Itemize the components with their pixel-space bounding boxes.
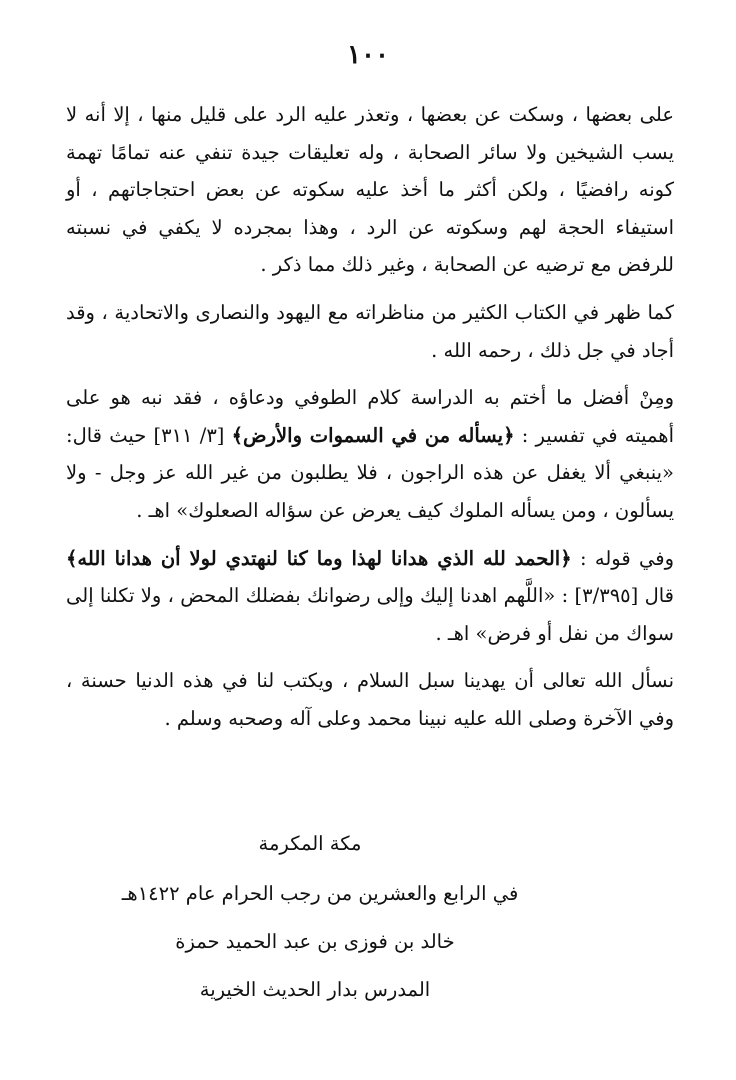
paragraph-text: على بعضها ، وسكت عن بعضها ، وتعذر عليه الرد على قليل منها ، إلا أنه لا يسب الشيخين ولا سائر الصحابة ، وله تعليقات جيدة تنفي عنه تمامًا تهمة كونه رافضيًا ، ولكن أكثر ما أخذ عليه سكوته عن بعض احتجاجاتهم ، أو استيفاء الحجة لهم وسكوته عن الرد ، وهذا بمجرده لا يكفي في نسبته للرفض مع ترضيه عن الصحابة ، وغير ذلك مما ذكر . xyxy=(66,103,674,277)
paragraph xyxy=(66,662,674,737)
signature-author: خالد بن فوزى بن عبد الحميد حمزة xyxy=(175,930,455,953)
paragraph xyxy=(66,96,674,284)
quran-verse: ﴿يسأله من في السموات والأرض﴾ xyxy=(231,423,515,447)
signature-title: المدرس بدار الحديث الخيرية xyxy=(199,978,431,1001)
paragraph-text: قال [٣/٣٩٥] : «اللَّهم اهدنا إليك وإلى رضوانك بفضلك المحض ، ولا تكلنا إلى سواك من نفل أو فرض» اهـ . xyxy=(66,584,674,645)
signature-date: في الرابع والعشرين من رجب الحرام عام ١٤٢٢هـ xyxy=(121,882,519,905)
document-body xyxy=(66,96,674,748)
paragraph-text: نسأل الله تعالى أن يهدينا سبل السلام ، ويكتب لنا في هذه الدنيا حسنة ، وفي الآخرة وصلى الله عليه نبينا محمد وعلى آله وصحبه وسلم . xyxy=(66,669,674,730)
paragraph-text: ومِنْ أفضل ما أختم به الدراسة كلام الطوفي ودعاؤه ، فقد نبه هو على أهميته في تفسير : xyxy=(66,386,675,447)
paragraph xyxy=(66,294,674,369)
paragraph-text: وفي قوله : xyxy=(571,546,674,570)
paragraph-text: كما ظهر في الكتاب الكثير من مناظراته مع اليهود والنصارى والاتحادية ، وقد أجاد في جل ذلك ، رحمه الله . xyxy=(66,300,674,362)
page-number: ١٠٠ xyxy=(347,40,389,70)
paragraph-text: [٣/ ٣١١] حيث قال: «ينبغي ألا يغفل عن هذه الراجون ، فلا يطلبون من غير الله عز وجل - ولا يسألون ، ومن يسأله الملوك كيف يعرض عن سؤاله الصعلوك» اهـ . xyxy=(66,423,674,522)
paragraph xyxy=(66,379,674,529)
quran-verse: ﴿الحمد لله الذي هدانا لهذا وما كنا لنهتدي لولا أن هدانا الله﴾ xyxy=(66,546,572,570)
signature-place: مكة المكرمة xyxy=(258,832,362,855)
paragraph xyxy=(66,540,674,653)
